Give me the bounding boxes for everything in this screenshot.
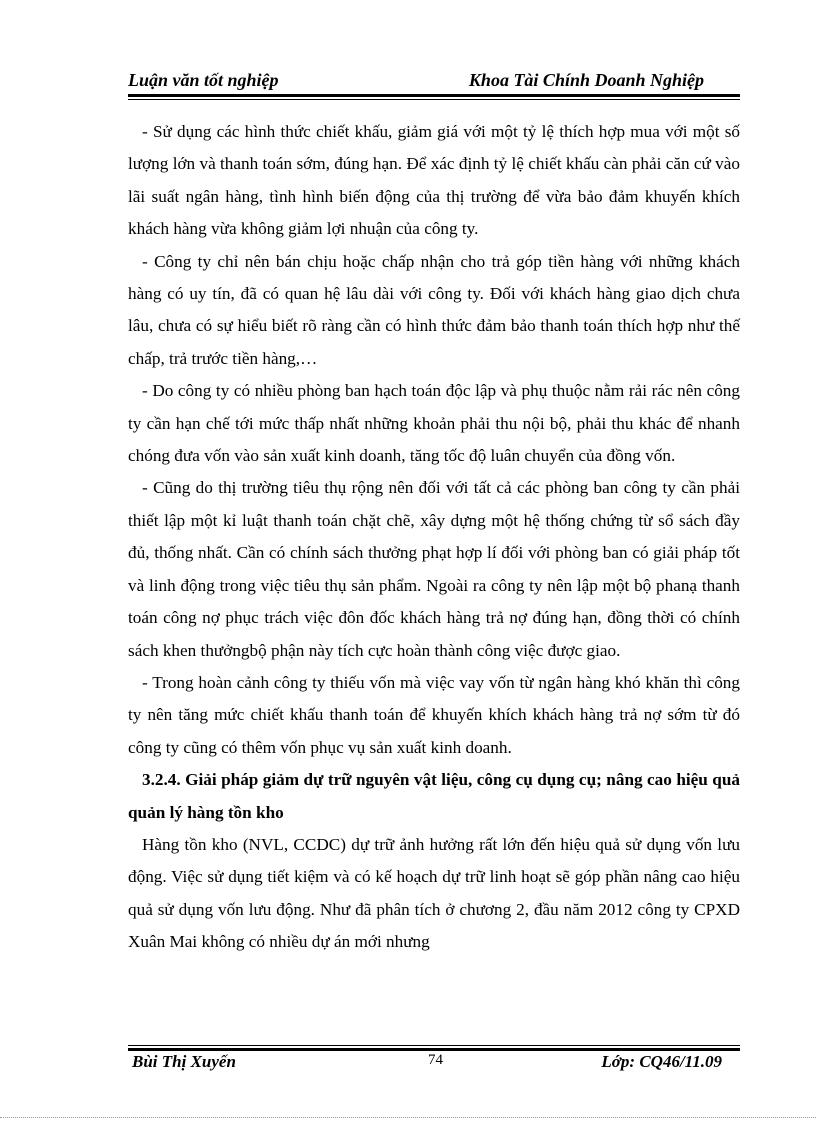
- paragraph: Hàng tồn kho (NVL, CCDC) dự trữ ảnh hưởng rất lớn đến hiệu quả sử dụng vốn lưu động. Việc sử dụng tiết kiệm và có kế hoạch dự trữ linh hoạt sẽ góp phần nâng cao hiệu quả sử dụng vốn lưu động. Như đã phân tích ở chương 2, đầu năm 2012 công ty CPXD Xuân Mai không có nhiều dự án mới nhưng: [128, 834, 740, 952]
- header-faculty: Khoa Tài Chính Doanh Nghiệp: [468, 70, 704, 90]
- footer-class: Lớp: CQ46/11.09: [601, 1052, 722, 1071]
- header-rule-thick: [128, 94, 740, 97]
- paragraph: - Trong hoàn cảnh công ty thiếu vốn mà việc vay vốn từ ngân hàng khó khăn thì công ty nên tăng mức chiết khấu thanh toán để khuyến khích khách hàng trả nợ sớm từ đó công ty cũng có thêm vốn phục vụ sản xuất kinh doanh.: [128, 672, 740, 757]
- footer-rule-thin: [128, 1045, 740, 1046]
- header-thesis-title: Luận văn tốt nghiệp: [128, 70, 279, 90]
- paragraph: - Công ty chỉ nên bán chịu hoặc chấp nhận cho trả góp tiền hàng với những khách hàng có uy tín, đã có quan hệ lâu dài với công ty. Đối với khách hàng giao dịch chưa lâu, chưa có sự hiểu biết rõ ràng cần có hình thức đảm bảo thanh toán thích hợp như thế chấp, trả trước tiền hàng,…: [128, 251, 740, 368]
- page-header: [128, 68, 740, 96]
- page-bottom-dotted-line: [0, 1117, 816, 1118]
- paragraph: - Do công ty có nhiều phòng ban hạch toán độc lập và phụ thuộc nằm rải rác nên công ty cần hạn chế tới mức thấp nhất những khoản phải thu nội bộ, phải thu khác để nhanh chóng đưa vốn vào sản xuất kinh doanh, tăng tốc độ luân chuyển của đồng vốn.: [128, 381, 740, 466]
- footer-page-number: 74: [428, 1052, 443, 1068]
- paragraph: - Cũng do thị trường tiêu thụ rộng nên đối với tất cả các phòng ban công ty cần phải thiết lập một kỉ luật thanh toán chặt chẽ, xây dựng một hệ thống chứng từ sổ sách đầy đủ, thống nhất. Cần có chính sách thưởng phạt hợp lí đối với phòng ban có giải pháp tốt và linh động trong việc tiêu thụ sản phẩm. Ngoài ra công ty nên lập một bộ phanạ thanh toán công nợ phục trách việc đôn đốc khách hàng trả nợ đúng hạn, đồng thời có chính sách khen thưởngbộ phận này tích cực hoàn thành công việc được giao.: [128, 478, 740, 660]
- section-heading: 3.2.4. Giải pháp giảm dự trữ nguyên vật liệu, công cụ dụng cụ; nâng cao hiệu quả quản lý hàng tồn kho: [128, 770, 740, 822]
- footer-author: Bùi Thị Xuyến: [132, 1052, 236, 1071]
- header-rule-thin: [128, 99, 740, 100]
- paragraph: - Sử dụng các hình thức chiết khấu, giảm giá với một tỷ lệ thích hợp mua với một số lượng lớn và thanh toán sớm, đúng hạn. Để xác định tỷ lệ chiết khấu càn phải căn cứ vào lãi suất ngân hàng, tình hình biến động của thị trường để vừa bảo đảm khuyến khích khách hàng vừa không giảm lợi nhuận của công ty.: [128, 122, 740, 239]
- footer-rule-thick: [128, 1048, 740, 1051]
- page-footer: [128, 1052, 740, 1080]
- body-text: [128, 116, 740, 959]
